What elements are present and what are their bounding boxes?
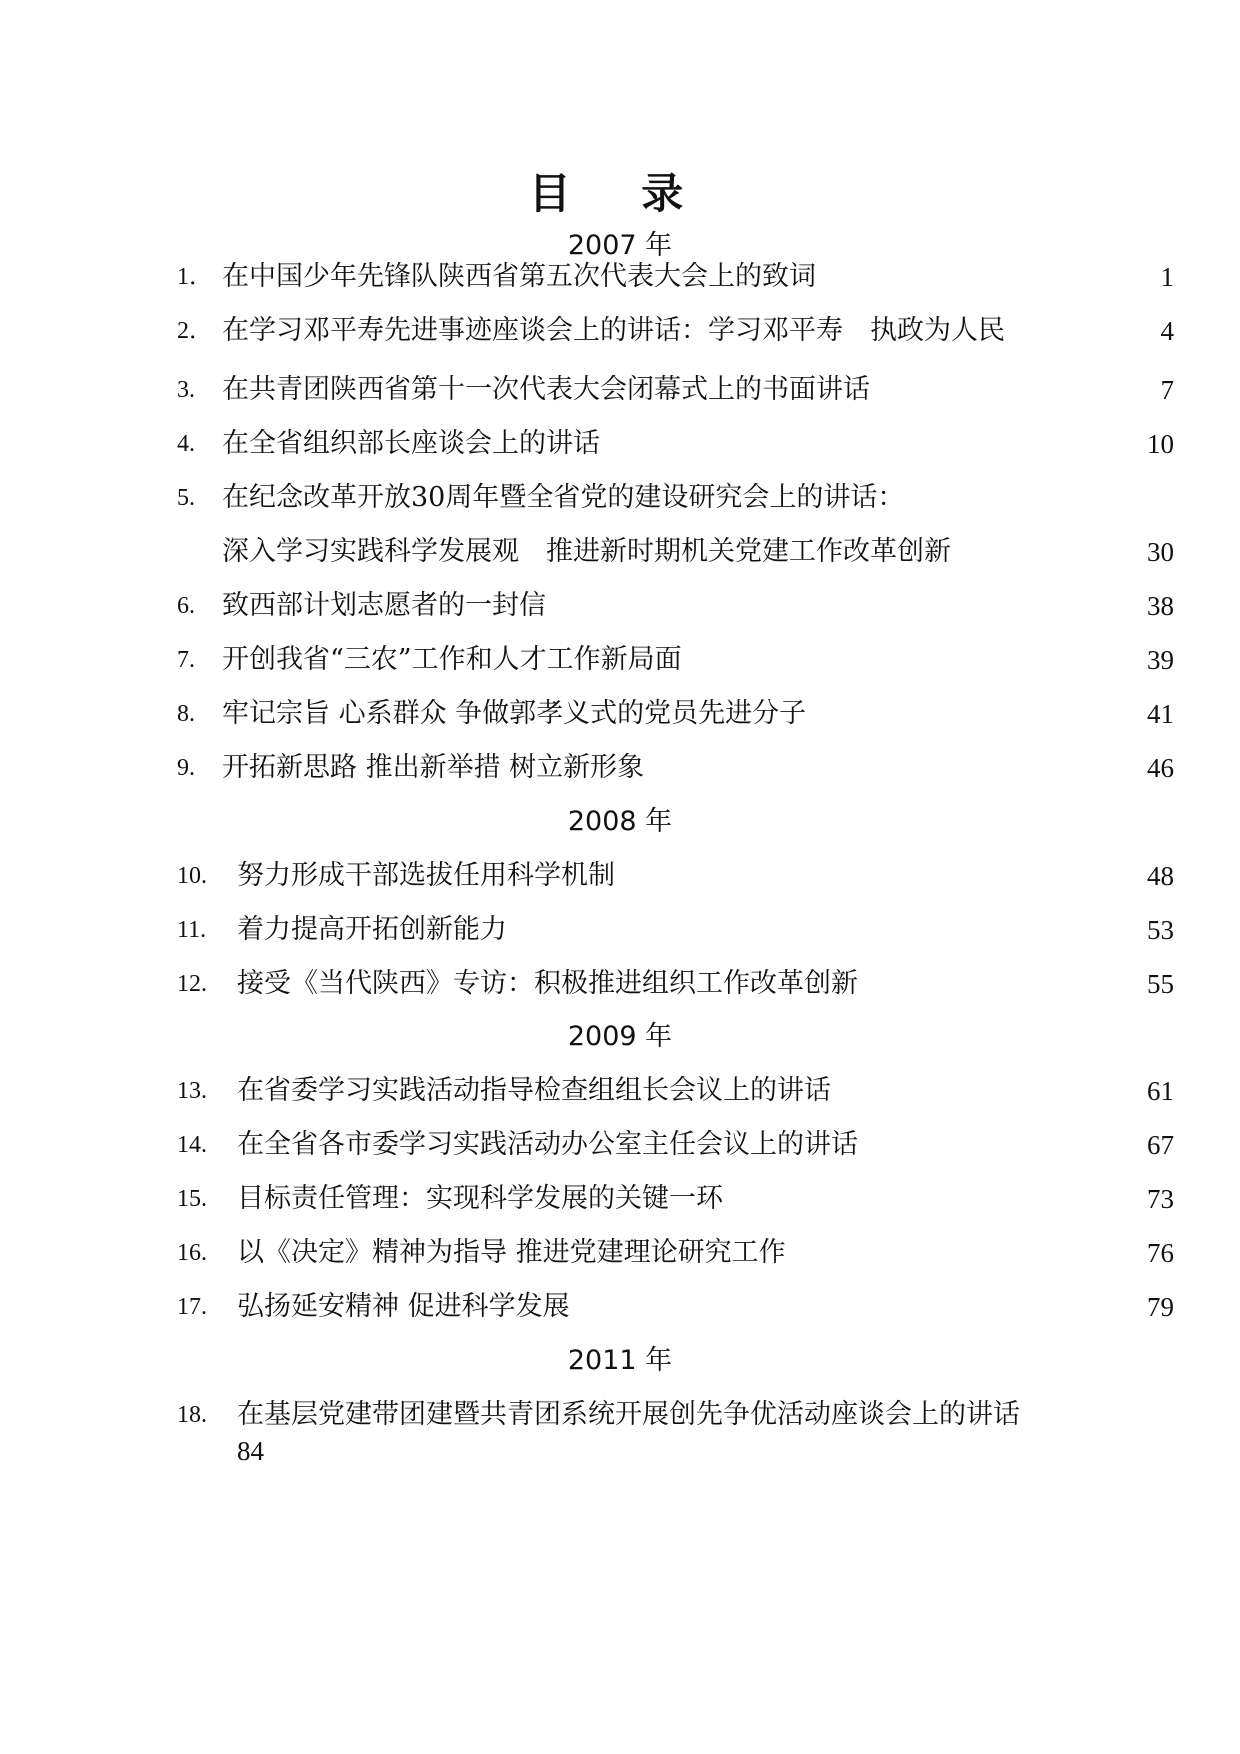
entry-page: 84 bbox=[237, 1436, 264, 1466]
entry-page: 55 bbox=[1147, 969, 1174, 999]
toc-entry[interactable] bbox=[0, 588, 1240, 624]
toc-entry[interactable] bbox=[0, 1127, 1240, 1163]
entry-page: 46 bbox=[1147, 753, 1174, 783]
entry-page: 7 bbox=[1160, 375, 1174, 405]
entry-title: 开拓新思路 推出新举措 树立新形象 bbox=[222, 752, 645, 783]
entry-number: 1． bbox=[177, 264, 213, 290]
entry-title: 在全省各市委学习实践活动办公室主任会议上的讲话 bbox=[237, 1129, 858, 1160]
entry-number: 4. bbox=[177, 431, 195, 457]
entry-number: 6. bbox=[177, 593, 195, 619]
entry-number: 7. bbox=[177, 647, 195, 673]
entry-title: 努力形成干部选拔任用科学机制 bbox=[237, 860, 615, 891]
entry-title: 牢记宗旨 心系群众 争做郭孝义式的党员先进分子 bbox=[222, 698, 807, 729]
year-heading-2009: 2009 年 bbox=[567, 1021, 673, 1052]
entry-title: 致西部计划志愿者的一封信 bbox=[222, 590, 546, 621]
entry-title: 在中国少年先锋队陕西省第五次代表大会上的致词 bbox=[222, 261, 816, 292]
entry-number: 5. bbox=[177, 485, 195, 511]
entry-number: 3. bbox=[177, 377, 195, 403]
entry-subtitle[interactable]: 深入学习实践科学发展观 推进新时期机关党建工作改革创新 bbox=[222, 536, 951, 567]
entry-page: 76 bbox=[1147, 1238, 1174, 1268]
entry-number: 13. bbox=[177, 1078, 207, 1104]
year-heading-2011: 2011 年 bbox=[567, 1345, 673, 1376]
toc-entry[interactable] bbox=[0, 696, 1240, 732]
entry-number: 11. bbox=[177, 917, 207, 943]
entry-title: 在省委学习实践活动指导检查组组长会议上的讲话 bbox=[237, 1075, 831, 1106]
entry-page: 38 bbox=[1147, 591, 1174, 621]
toc-entry[interactable] bbox=[0, 313, 1240, 349]
entry-title: 目标责任管理：实现科学发展的关键一环 bbox=[237, 1183, 723, 1214]
entry-number: 16. bbox=[177, 1240, 207, 1266]
entry-title: 接受《当代陕西》专访：积极推进组织工作改革创新 bbox=[237, 968, 858, 999]
entry-page: 79 bbox=[1147, 1292, 1174, 1322]
entry-number: 2． bbox=[177, 318, 213, 344]
toc-entry[interactable] bbox=[0, 912, 1240, 948]
entry-number: 14. bbox=[177, 1132, 207, 1158]
entry-page: 39 bbox=[1147, 645, 1174, 675]
toc-entry[interactable] bbox=[0, 1235, 1240, 1271]
toc-entry[interactable] bbox=[0, 1073, 1240, 1109]
entry-title: 在全省组织部长座谈会上的讲话 bbox=[222, 428, 600, 459]
entry-title: 以《决定》精神为指导 推进党建理论研究工作 bbox=[237, 1237, 786, 1268]
entry-page: 53 bbox=[1147, 915, 1174, 945]
entry-page: 67 bbox=[1147, 1130, 1174, 1160]
toc-entry[interactable] bbox=[0, 1181, 1240, 1217]
entry-page: 30 bbox=[1147, 537, 1174, 567]
entry-page: 1 bbox=[1160, 262, 1174, 292]
toc-entry[interactable] bbox=[0, 426, 1240, 462]
entry-page: 10 bbox=[1147, 429, 1174, 459]
entry-number: 10. bbox=[177, 863, 207, 889]
entry-number: 17. bbox=[177, 1294, 207, 1320]
toc-entry[interactable] bbox=[0, 259, 1240, 295]
entry-title: 在纪念改革开放30周年暨全省党的建设研究会上的讲话： bbox=[222, 482, 905, 513]
entry-number: 18. bbox=[177, 1402, 207, 1428]
entry-number: 12. bbox=[177, 971, 207, 997]
year-heading-2008: 2008 年 bbox=[567, 806, 673, 837]
toc-entry[interactable] bbox=[0, 1397, 1240, 1469]
toc-entry[interactable] bbox=[0, 480, 1240, 516]
entry-page: 4 bbox=[1160, 316, 1174, 346]
entry-page: 41 bbox=[1147, 699, 1174, 729]
entry-title: 着力提高开拓创新能力 bbox=[237, 914, 507, 945]
toc-entry[interactable] bbox=[0, 750, 1240, 786]
entry-title: 在基层党建带团建暨共青团系统开展创先争优活动座谈会上的讲话 bbox=[237, 1399, 1020, 1430]
toc-entry[interactable] bbox=[0, 966, 1240, 1002]
entry-title: 开创我省“三农”工作和人才工作新局面 bbox=[222, 644, 682, 675]
toc-entry[interactable] bbox=[0, 858, 1240, 894]
entry-number: 9. bbox=[177, 755, 195, 781]
entry-title: 在学习邓平寿先进事迹座谈会上的讲话：学习邓平寿 执政为人民 bbox=[222, 315, 1005, 346]
toc-title: 目 录 bbox=[528, 169, 712, 218]
toc-entry[interactable] bbox=[0, 642, 1240, 678]
entry-title: 弘扬延安精神 促进科学发展 bbox=[237, 1291, 570, 1322]
entry-number: 15. bbox=[177, 1186, 207, 1212]
entry-page: 48 bbox=[1147, 861, 1174, 891]
toc-entry[interactable] bbox=[0, 372, 1240, 408]
toc-entry[interactable] bbox=[0, 1289, 1240, 1325]
year-heading-2007: 2007 年 bbox=[567, 230, 673, 261]
entry-page: 61 bbox=[1147, 1076, 1174, 1106]
entry-number: 8. bbox=[177, 701, 195, 727]
entry-page: 73 bbox=[1147, 1184, 1174, 1214]
entry-title: 在共青团陕西省第十一次代表大会闭幕式上的书面讲话 bbox=[222, 374, 870, 405]
